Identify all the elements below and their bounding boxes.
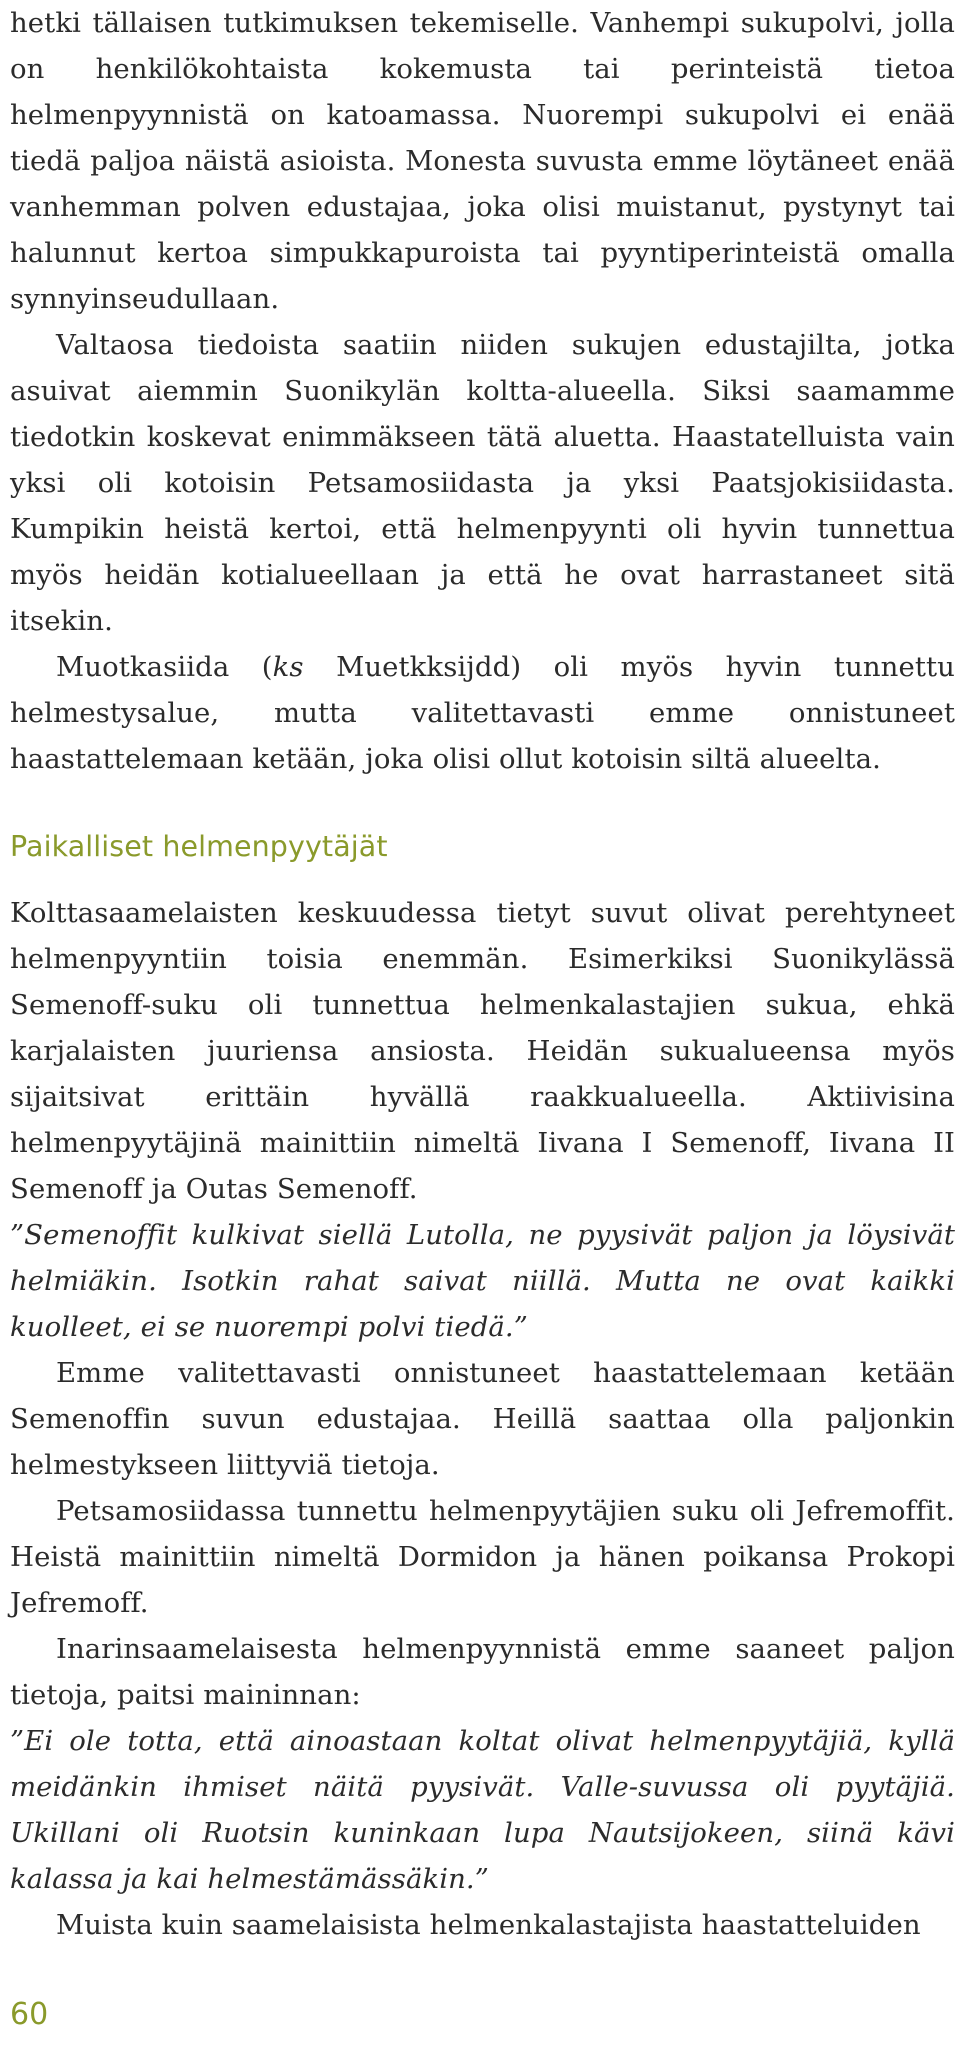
paragraph-3-end: Muetkksijdd) oli myös hyvin tunnettu helmestysalue, mutta valitettavasti emme onnistuneet haastattelemaan ketään, joka olisi ollut kotoisin siltä alueelta. — [10, 651, 955, 775]
paragraph-3-start: Muotkasiida ( — [56, 651, 273, 683]
section-heading: Paikalliset helmenpyytäjät — [10, 830, 388, 863]
paragraph-3 — [10, 644, 955, 782]
quote-1: ”Semenoffit kulkivat siellä Lutolla, ne pyysivät paljon ja löysivät helmiäkin. Isotkin rahat saivat niillä. Mutta ne ovat kaikki kuolleet, ei se nuorempi polvi tiedä.” — [10, 1219, 955, 1343]
paragraph-1: hetki tällaisen tutkimuksen tekemiselle. Vanhempi sukupolvi, jolla on henkilökohtaista kokemusta tai perinteistä tietoa helmenpyynnistä on katoamassa. Nuorempi sukupolvi ei enää tiedä paljoa näistä asioista. Monesta suvusta emme löytäneet enää vanhemman polven edustajaa, joka olisi muistanut, pystynyt tai halunnut kertoa simpukkapuroista tai pyyntiperinteistä omalla synnyinseudullaan. — [10, 7, 955, 315]
paragraph-5: Emme valitettavasti onnistuneet haastattelemaan ketään Semenoffin suvun edustajaa. Heillä saattaa olla paljonkin helmestykseen liittyviä tietoja. — [10, 1357, 955, 1481]
page-number: 60 — [10, 1997, 49, 2032]
quote-2: ”Ei ole totta, että ainoastaan koltat olivat helmenpyytäjiä, kyllä meidänkin ihmiset näitä pyysivät. Valle-suvussa oli pyytäjiä. Ukillani oli Ruotsin kuninkaan lupa Nautsijokeen, siinä kävi kalassa ja kai helmestämässäkin.” — [10, 1725, 955, 1895]
paragraph-7: Inarinsaamelaisesta helmenpyynnistä emme saaneet paljon tietoja, paitsi maininnan: — [10, 1633, 955, 1711]
body-text — [10, 0, 955, 1948]
paragraph-2: Valtaosa tiedoista saatiin niiden sukujen edustajilta, jotka asuivat aiemmin Suonikylän koltta-alueella. Siksi saamamme tiedotkin koskevat enimmäkseen tätä aluetta. Haastatelluista vain yksi oli kotoisin Petsamosiidasta ja yksi Paatsjokisiidasta. Kumpikin heistä kertoi, että helmenpyynti oli hyvin tunnettua myös heidän kotialueellaan ja että he ovat harrastaneet sitä itsekin. — [10, 329, 955, 637]
paragraph-8: Muista kuin saamelaisista helmenkalastajista haastatteluiden — [56, 1909, 921, 1941]
paragraph-4: Kolttasaamelaisten keskuudessa tietyt suvut olivat perehtyneet helmenpyyntiin toisia enemmän. Esimerkiksi Suonikylässä Semenoff-suku oli tunnettua helmenkalastajien sukua, ehkä karjalaisten juuriensa ansiosta. Heidän sukualueensa myös sijaitsivat erittäin hyvällä raakkualueella. Aktiivisina helmenpyytäjinä mainittiin nimeltä Iivana I Semenoff, Iivana II Semenoff ja Outas Semenoff. — [10, 897, 955, 1205]
paragraph-6: Petsamosiidassa tunnettu helmenpyytäjien suku oli Jefremoffit. Heistä mainittiin nimeltä Dormidon ja hänen poikansa Prokopi Jefremoff. — [10, 1495, 955, 1619]
ks-abbreviation: ks — [272, 651, 304, 683]
